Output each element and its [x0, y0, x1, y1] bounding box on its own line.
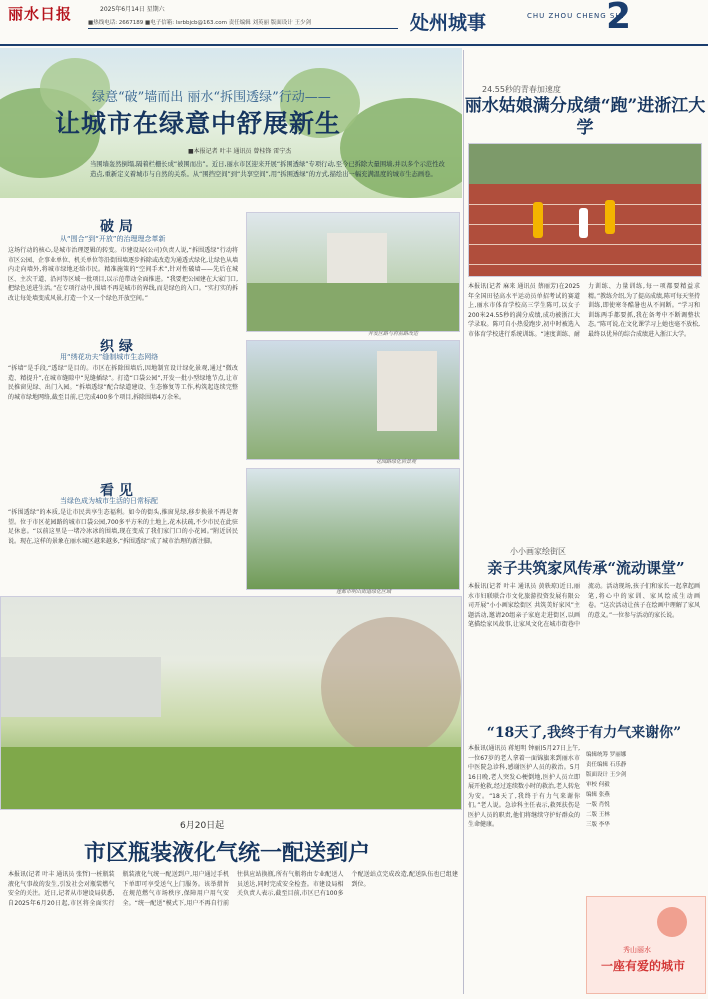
photo-3-caption: 莲都市明山街道绿化区域 — [336, 589, 392, 595]
photo-2-caption: 花园路绿化后景观 — [376, 459, 417, 465]
family-headline: 亲子共筑家风传承“流动课堂” — [487, 559, 685, 577]
section-1-title: 破 局 — [100, 219, 133, 235]
quote-headline: “18天了,我终于有力气来谢你” — [486, 725, 682, 741]
photo-1-caption: 开发区路与府前路改造 — [368, 331, 419, 337]
contact-meta: ■热线电话: 2667189 ■电子信箱: lsrbbjcb@163.com 责任编辑 刘英丽 版面设计 王少剑 — [88, 20, 312, 26]
runner-kicker: 24.55秒的青春加速度 — [482, 85, 561, 94]
section-3-text: “拆围透绿”的本质,是让市民共享生态福利。如今的街头,推窗见绿,移步换景不再是奢望。位于市区花园路的城市口袋公园,700多平方米的土地上,花木扶疏,不少市民在此驻足休息。“以前这里是一堵冷冰冰的围墙,现在变成了我们家门口的小花园。”附近居民说。现在,这样的景象在丽水城区越来越多,“拆围透绿”成了城市治理的新注脚。 — [8, 509, 238, 545]
lead-kicker: 绿意“破”墙而出 丽水“拆围透绿”行动—— — [92, 90, 331, 105]
staff-row: 编辑统筹 罗丽娜 — [586, 752, 627, 758]
photo-3 — [246, 468, 460, 590]
section-1-kicker: 从“围合”到“开放”的治理理念革新 — [60, 235, 166, 243]
park-photo — [0, 596, 462, 810]
photo-2 — [246, 340, 460, 460]
lead-summary: 当围墙轰然倒塌,隔着栏栅长成“被围而出”。近日,丽水市区迎来开展“拆围透绿”专项行动,至今已拆除大量围墙,并以多个示范性改造点,重新定义着城市与自然的关系。从“围挡空间”到“共享空间”,用“拆围透绿”的方式,描绘出一幅充满温度的城市生态画卷。 — [90, 161, 445, 178]
staff-row: 三版 李华 — [586, 822, 610, 828]
promo-slogan: 一座有爱的城市 — [601, 959, 686, 973]
section-2-title: 织 绿 — [100, 339, 133, 355]
staff-row: 版面设计 王少剑 — [586, 772, 627, 778]
section-pinyin: CHU ZHOU CHENG SHI — [527, 12, 625, 20]
staff-row: 编辑 张燕 — [586, 792, 610, 798]
header-rule — [0, 44, 708, 46]
family-text: 本报讯(记者 叶丰 通讯员 黄轶琼)近日,丽水市妇联联合市文化旅游投资发展有限公司开展“小小画家绘街区 共筑美好家风”主题活动,邀请20组亲子家庭走进街区,以画笔描绘家风故事,让家风文化在城市街巷中流动。活动现场,孩子们和家长一起拿起画笔,将心中的家训、家风绘成生动画卷。“这次活动让孩子在绘画中理解了家风的意义。”一位参与活动的家长说。 — [468, 583, 700, 628]
promo-sub: 秀山丽水 — [623, 946, 651, 954]
section-2-text: “拆墙”是手段,“透绿”是目的。市区在拆除围墙后,因地制宜设计绿化景观,通过“微改造、精提升”,在城市缝隙中“见缝插绿”。打造“口袋公园”,开发一批小型绿地节点,让市民推窗见绿、出门入园。“拆墙透绿”配合绿道建设、生态修复等工作,构筑起连续完整的城市绿地网络,截至目前,已完成400多个项目,拆除围墙4万余米。 — [8, 365, 238, 401]
photo-1 — [246, 212, 460, 332]
staff-row: 二版 王林 — [586, 812, 610, 818]
header-thin-rule — [88, 28, 398, 29]
masthead — [0, 0, 708, 48]
gas-text: 本报讯(记者 叶丰 通讯员 张哲)一桩瓶装液化气事故的发生,引发社会对瓶装燃气安全的关注。近日,记者从市建设局获悉,自2025年6月20日起,市区将全面实行瓶装液化气统一配送到户,用户通过手机下单即可享受送气上门服务。该举措旨在规范燃气市场秩序,保障用户用气安全。“统一配送”模式下,用户不再自行前往供应站换瓶,所有气瓶将由专业配送人员送达,同时完成安全检查。市建设局相关负责人表示,截至目前,市区已有100多个配送站点完成改造,配送队伍也已组建到位。 — [8, 871, 458, 907]
gas-kicker: 6月20日起 — [180, 821, 225, 831]
staff-row: 一版 肖悦 — [586, 802, 610, 808]
lead-headline: 让城市在绿意中舒展新生 — [55, 109, 342, 138]
staff-row: 责任编辑 石乐静 — [586, 762, 627, 768]
staff-box — [586, 750, 704, 830]
city-promo — [586, 896, 706, 994]
staff-row: 审校 何毅 — [586, 782, 610, 788]
runner-headline: 丽水姑娘满分成绩“跑”进浙江大学 — [464, 96, 706, 138]
section-title: 处州城事 — [410, 12, 487, 34]
runner-photo — [468, 143, 702, 277]
gas-headline: 市区瓶装液化气统一配送到户 — [84, 840, 371, 866]
issue-date: 2025年6月14日 星期六 — [100, 6, 165, 13]
newspaper-logo: 丽水日报 — [8, 5, 73, 23]
section-1-text: 这场行动的核心,是城市治理逻辑的转变。市建设局(公司)负责人说,“拆围透绿”行动将市区公园、企事业单位、机关单位等沿街围墙逐步拆除或改造为通透式绿化,让绿色从墙内走向墙外,将城市绿地还给市民。精准施策的“空间手术”,针对性破墙——先后在城区、主次干道、沿河等区域一批项目,以示范带动全面推进。“我要把公园建在大家门口,把绿色送进生活。”在专项行动中,围墙不再是城市的界线,而是绿色的入口。“实打实的拆改让每处墙变成风景,打造一个又一个绿色开放空间。” — [8, 247, 238, 302]
quote-text: 本报讯(通讯员 蒋旭明 钟丽)5月27日上午,一位67岁的老人拿着一面锦旗来到丽水市中医院急诊科,感谢医护人员的救治。5月16日晚,老人突发心梗倒地,医护人员立即展开抢救,经过连续数小时的救治,老人转危为安。“18天了,我终于有力气来谢你们。”老人说。急诊科主任表示,救死扶伤是医护人员的职责,他们将继续守护好群众的生命健康。 — [468, 745, 580, 828]
lead-byline: ■本报记者 叶丰 通讯员 曾桂锋 雷宁杰 — [188, 148, 292, 155]
runner-text: 本报讯(记者 麻来 通讯员 蔡丽芳)在2025年全国田径高水平运动员单招考试的赛道上,丽水市体育学校高三学生陈可,以女子200米24.55秒的满分成绩,成功被浙江大学录取。陈可自小热爱跑步,初中时被选入市体育学校进行系统训练。“速度训练、耐力训练、力量训练,每一项都要精益求精。”教练介绍,为了提高成绩,陈可每天坚持训练,即使寒冬酷暑也从不间断。“学习和训练两手都要抓,我在备考中不断调整状态。”陈可说,在文化课学习上她也毫不放松,最终以优异的综合成绩进入浙江大学。 — [468, 283, 700, 338]
section-3-kicker: 当绿色成为城市生活的日常标配 — [60, 497, 158, 505]
section-3-title: 看 见 — [100, 483, 133, 499]
family-kicker: 小小画家绘街区 — [510, 547, 566, 556]
section-2-kicker: 用“绣花功夫”缝制城市生态网络 — [60, 353, 159, 361]
page-number: 2 — [606, 0, 632, 37]
column-divider — [463, 50, 464, 994]
